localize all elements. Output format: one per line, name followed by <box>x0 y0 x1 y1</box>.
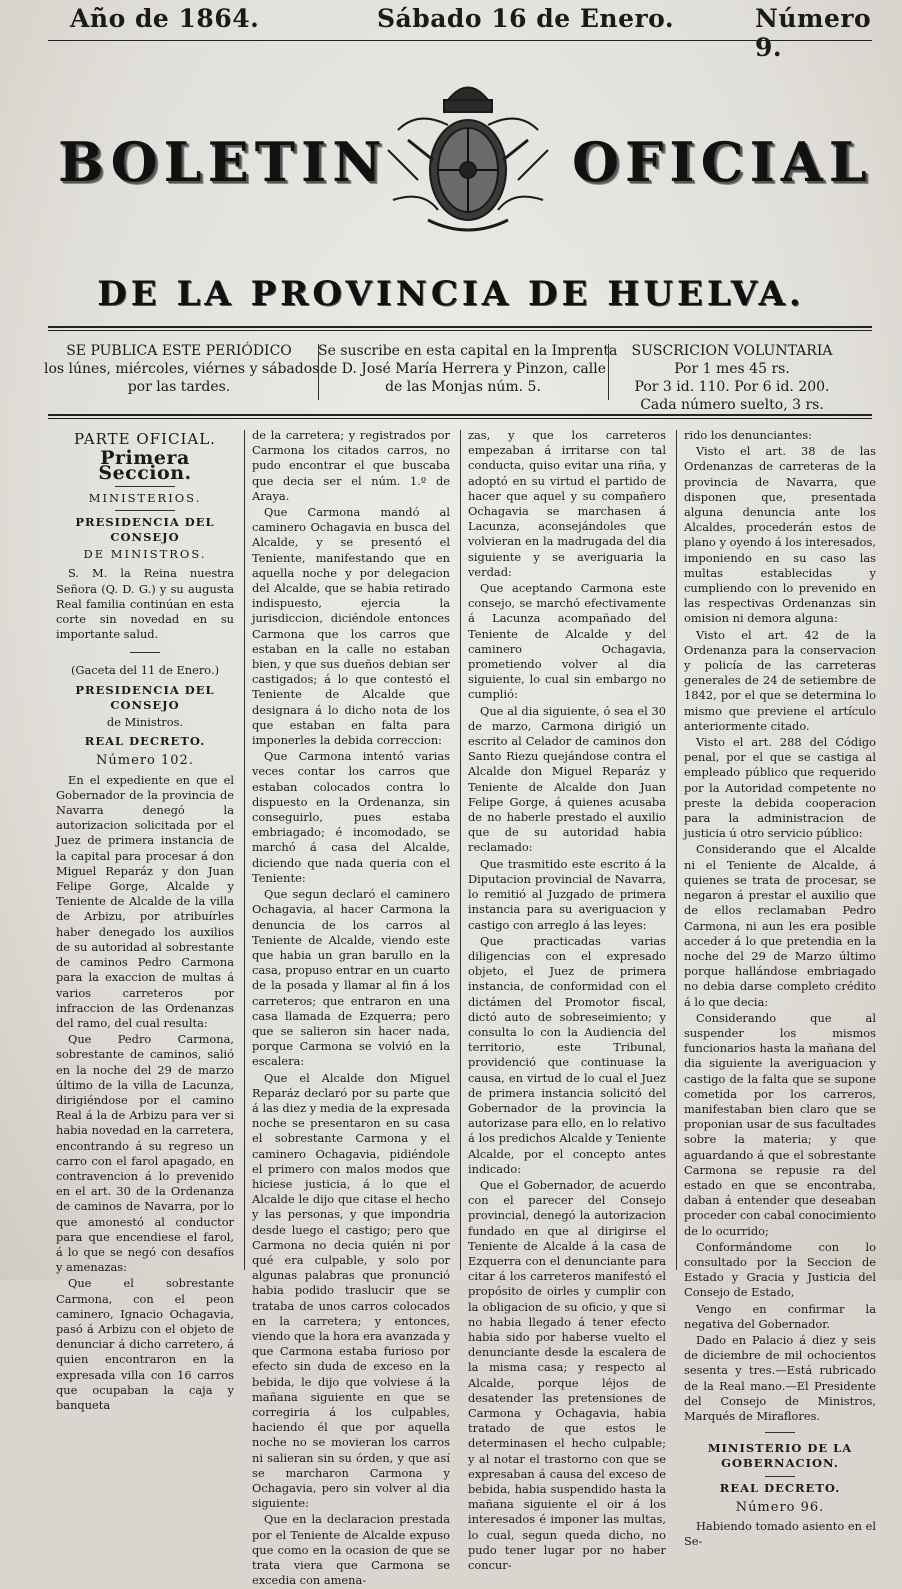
publication-info <box>44 342 320 396</box>
decree-number: Número 102. <box>96 753 194 769</box>
price-line-3: Por 3 id. 110. Por 6 id. 200. <box>634 379 830 395</box>
paragraph: Que Pedro Carmona, sobrestante de caminos, salió en la noche del 29 de marzo último de la villa de Lacunza, dirigiéndose por el camino Real á la de Arbizu para ver si habia novedad en la carretera, encontrando á su regreso un carro con el farol apagado, en contravencion á lo prevenido en el art. 30 de la Ordenanza de caminos de Navarra, por lo que amonestó al conductor para que encendiese el farol, á lo que se negó con desafíos y amenazas: <box>56 1032 234 1275</box>
presidencia-heading-1b: DE MINISTROS. <box>83 547 207 562</box>
masthead-subtitle: DE LA PROVINCIA DE HUELVA. <box>97 274 805 314</box>
paragraph: Que al dia siguiente, ó sea el 30 de marzo, Carmona dirigió un escrito al Celador de caminos don Santo Riezu quejándose contra el Alcalde don Miguel Reparáz y Teniente de Alcalde don Juan Felipe Gorge, á quienes acusaba de no haberle prestado el auxilio que de su autoridad habia reclamado: <box>468 703 666 855</box>
paragraph: Visto el art. 38 de las Ordenanzas de carreteras de la provincia de Navarra, que disponen que, presentada alguna denuncia ante los Alcaldes, procederán estos de plano y oyendo á los interesados, imponiendo en su caso las multas establecidas y cumpliendo con lo prevenido en las respectivas Ordenanzas sin omision ni demora alguna: <box>684 444 876 626</box>
issue-date: Sábado 16 de Enero. <box>377 4 675 33</box>
decree-number-2: Número 96. <box>735 1499 825 1515</box>
masthead-topline <box>0 4 902 62</box>
primera-seccion-heading: Primera Seccion. <box>98 447 192 485</box>
parte-oficial-heading: PARTE OFICIAL. <box>74 430 216 448</box>
publication-line-1: SE PUBLICA ESTE PERIÓDICO <box>66 343 292 359</box>
paragraph: zas, y que los carreteros empezaban á irritarse con tal conducta, quiso evitar una riña, y adoptó en su virtud el partido de hacer que aquel y su compañero Ochagavia se marchasen á Lacunza, aconsejándoles que volvieran en la madrugada del dia siguiente y se averiguaria la verdad: <box>468 428 666 579</box>
short-divider <box>765 1476 795 1477</box>
publication-line-2: los lúnes, miércoles, viérnes y sábados <box>44 361 320 377</box>
gaceta-source: (Gaceta del 11 de Enero.) <box>70 663 220 678</box>
header-rule-bottom-2 <box>48 418 872 419</box>
publication-line-3: por las tardes. <box>127 379 231 395</box>
subscription-line-2: de D. José María Herrera y Pinzon, calle <box>319 361 606 377</box>
issue-number: Número 9. <box>755 4 872 62</box>
presidencia-heading-2b: de Ministros. <box>106 715 184 730</box>
paragraph: rido los denunciantes: <box>684 428 813 442</box>
paragraph: S. M. la Reina nuestra Señora (Q. D. G.) y su augusta Real familia continúan en esta corte sin novedad en su importante salud. <box>56 566 234 642</box>
header-rule-top-2 <box>48 330 872 331</box>
paragraph: Que aceptando Carmona este consejo, se marchó efectivamente á Lacunza acompañado del Teniente de Alcalde y del caminero Ochagavia, prometiendo volver al dia siguiente, lo cual sin embargo no cumplió: <box>468 581 666 702</box>
ministerios-heading: MINISTERIOS. <box>88 490 202 505</box>
paragraph: Que segun declaró el caminero Ochagavia, al hacer Carmona la denuncia de los carros al Teniente de Alcalde, viendo este que habia un gran barullo en la casa, propuso entrar en un cuarto de la posada y llamar al fin á los carreteros; que entraron en una casa llamada de Ezquerra; pero que se salieron sin hacer nada, porque Carmona se volvió en la escalera: <box>252 887 450 1069</box>
ministerio-gobernacion-heading: MINISTERIO DE LA GOBERNACION. <box>707 1441 853 1471</box>
paragraph: Que Carmona intentó varias veces contar los carros que estaban colocados contra lo dispuesto en la Ordenanza, sin conseguirlo, pues estaba embriagado; é incomodado, se marchó á casa del Alcalde, diciendo que nada queria con el Teniente: <box>252 749 450 885</box>
paragraph: Considerando que al suspender los mismos funcionarios hasta la mañana del dia siguiente la averiguacion y castigo de la falta que se supone cometida por los carreros, manifestaban bien claro que se proponian usar de sus facultades sobre la materia; y que aguardando á que el sobrestante Carmona se repusie ra del estado en que se encontraba, daban á entender que deseaban proceder con cabal conocimiento de lo ocurrido; <box>684 1010 876 1238</box>
presidencia-heading-1: PRESIDENCIA DEL CONSEJO <box>75 514 215 545</box>
header-rule-bottom <box>48 414 872 416</box>
subscription-line-3: de las Monjas núm. 5. <box>385 379 541 395</box>
column-3 <box>468 428 666 1574</box>
royal-crest-emblem <box>378 70 558 240</box>
header-rule-top <box>48 326 872 328</box>
subscription-line-1: Se suscribe en esta capital en la Imprenta <box>318 343 618 359</box>
ornament-divider <box>115 510 175 511</box>
paragraph: Dado en Palacio á diez y seis de diciembre de mil ochocientos sesenta y tres.—Está rubricado de la Real mano.—El Presidente del Consejo de Ministros, Marqués de Miraflores. <box>684 1332 876 1423</box>
title-left: BOLETIN <box>58 130 388 194</box>
ornament-divider <box>115 486 175 487</box>
issue-year: Año de 1864. <box>70 4 260 33</box>
paragraph: Que el sobrestante Carmona, con el peon caminero, Ignacio Ochagavia, pasó á Arbizu con el objeto de denunciar á dicho carretero, á quien encontraron en la expresada villa con 16 carros que ocupaban la caja y banqueta <box>56 1276 234 1412</box>
paragraph: Habiendo tomado asiento en el Se- <box>684 1519 876 1549</box>
paragraph: Que el Alcalde don Miguel Reparáz declaró por su parte que á las diez y media de la expresada noche se presentaron en su casa el sobrestante Carmona y el caminero Ochagavia, pidiéndole el primero con malos modos que hiciese justicia, á lo que el Alcalde le dijo que citase el hecho y las personas, y que impondria desde luego el castigo; pero que Carmona no decia quién ni por qué era culpable, y solo por algunas palabras que pronunció habia podido traslucir que se trataba de unos carros colocados en la carretera; y entonces, viendo que la hora era avanzada y que Carmona estaba furioso por efecto sin duda de exceso en la bebida, le dijo que volviese á la mañana siguiente en que se corregiria á los culpables, haciendo él que por aquella noche no se movieran los carros ni salieran sin su órden, y que así se marcharon Carmona y Ochagavia, pero sin volver al dia siguiente: <box>252 1070 450 1511</box>
presidencia-heading-2: PRESIDENCIA DEL CONSEJO <box>75 682 215 712</box>
column-4 <box>684 428 876 1550</box>
top-rule <box>48 40 872 41</box>
paragraph: Conformándome con lo consultado por la Seccion de Estado y Gracia y Justicia del Consejo de Estado, <box>684 1239 876 1300</box>
paragraph: Que el Gobernador, de acuerdo con el parecer del Consejo provincial, denegó la autorizacion fundado en que al dirigirse el Teniente de Alcalde á la casa de Ezquerra con el denunciante para citar á los carreteros manifestó el propósito de oirles y cumplir con la obligacion de su oficio, y que si no habia llegado á tener efecto habia sido por haberse vuelto el denunciante desde la escalera de la misma casa; y respecto al Alcalde, porque léjos de desatender las pretensiones de Carmona y Ochagavia, habia tratado de que estos le determinasen el hecho culpable; y al notar el trastorno con que se expresaban á causa del exceso de bebida, habia suspendido hasta la mañana siguiente el oir á los interesados é imponer las multas, lo cual, segun queda dicho, no pudo tener lugar por no haber concur- <box>468 1177 666 1573</box>
paragraph: Que en la declaracion prestada por el Teniente de Alcalde expuso que como en la ocasion de que se trata viera que Carmona se excedia con amena- <box>252 1512 450 1588</box>
price-line-2: Por 1 mes 45 rs. <box>674 361 790 377</box>
real-decreto-heading-2: REAL DECRETO. <box>719 1480 841 1495</box>
price-line-4: Cada número suelto, 3 rs. <box>640 397 824 413</box>
paragraph: Considerando que el Alcalde ni el Teniente de Alcalde, á quienes se trata de procesar, se negaron á prestar el auxilio que de ellos reclamaban Pedro Carmona, ni aun les era posible acceder á lo que pretendia en la noche del 29 de Marzo último porque hallándose embriagado no debia darse completo crédito á lo que decia: <box>684 842 876 1009</box>
price-info <box>612 342 852 414</box>
paragraph: Visto el art. 42 de la Ordenanza para la conservacion y policía de las carreteras generales de 24 de setiembre de 1842, por el que se determina lo mismo que previene el artículo anteriormente citado. <box>684 627 876 733</box>
real-decreto-heading: REAL DECRETO. <box>84 734 206 749</box>
paragraph: Que trasmitido este escrito á la Diputacion provincial de Navarra, lo remitió al Juzgado de primera instancia para su averiguacion y castigo con arreglo á las leyes: <box>468 856 666 932</box>
info-separator-2 <box>608 344 609 400</box>
short-divider <box>765 1432 795 1433</box>
short-divider <box>130 652 160 653</box>
title-right: OFICIAL <box>572 130 873 194</box>
paragraph: Que practicadas varias diligencias con el expresado objeto, el Juez de primera instancia, de conformidad con el dictámen del Promotor fiscal, dictó auto de sobreseimiento; y consulta lo con la Audiencia del territorio, este Tribunal, providenció que continuase la causa, en virtud de lo cual el Juez de primera instancia solicitó del Gobernador de la provincia la autorizase para ello, en lo relativo á los predichos Alcalde y Teniente Alcalde, por el concepto antes indicado: <box>468 933 666 1176</box>
column-2 <box>252 428 450 1589</box>
column-1 <box>56 428 234 1414</box>
paragraph: En el expediente en que el Gobernador de la provincia de Navarra denegó la autorizacion solicitada por el Juez de primera instancia de la capital para procesar á don Miguel Reparáz y don Juan Felipe Gorge, Alcalde y Teniente de Alcalde de la villa de Arbizu, por atribuírles haber denegado los auxilios de su autoridad al sobrestante de caminos Pedro Carmona para la exaccion de multas á varios carreteros por infraccion de las Ordenanzas del ramo, del cual resulta: <box>56 772 234 1030</box>
subscription-info <box>318 342 618 396</box>
column-separator-3 <box>676 430 677 1270</box>
paragraph: Vengo en confirmar la negativa del Gobernador. <box>684 1301 876 1331</box>
paragraph: Que Carmona mandó al caminero Ochagavia en busca del Alcalde, y se presentó el Teniente, manifestando que en aquella noche y por delegacion del Alcalde, que se habia retirado indispuesto, ejercia la jurisdiccion, diciéndole entonces Carmona que los carros que estaban en la calle no estaban bien, y que sus dueños debian ser castigados; á lo que contestó el Teniente de Alcalde que designara á lo dicho nota de los que estaban en falta para imponerles la debida correccion: <box>252 505 450 748</box>
column-separator-2 <box>460 430 461 1270</box>
price-line-1: SUSCRICION VOLUNTARIA <box>631 343 833 359</box>
column-separator-1 <box>244 430 245 1270</box>
paragraph: Visto el art. 288 del Código penal, por el que se castiga al empleado público que requerido por la Autoridad competente no preste la debida cooperacion para la administracion de justicia ú otro servicio público: <box>684 735 876 841</box>
paragraph: de la carretera; y registrados por Carmona los citados carros, no pudo encontrar el que buscaba que decia ser el núm. 1.º de Araya. <box>252 428 450 503</box>
